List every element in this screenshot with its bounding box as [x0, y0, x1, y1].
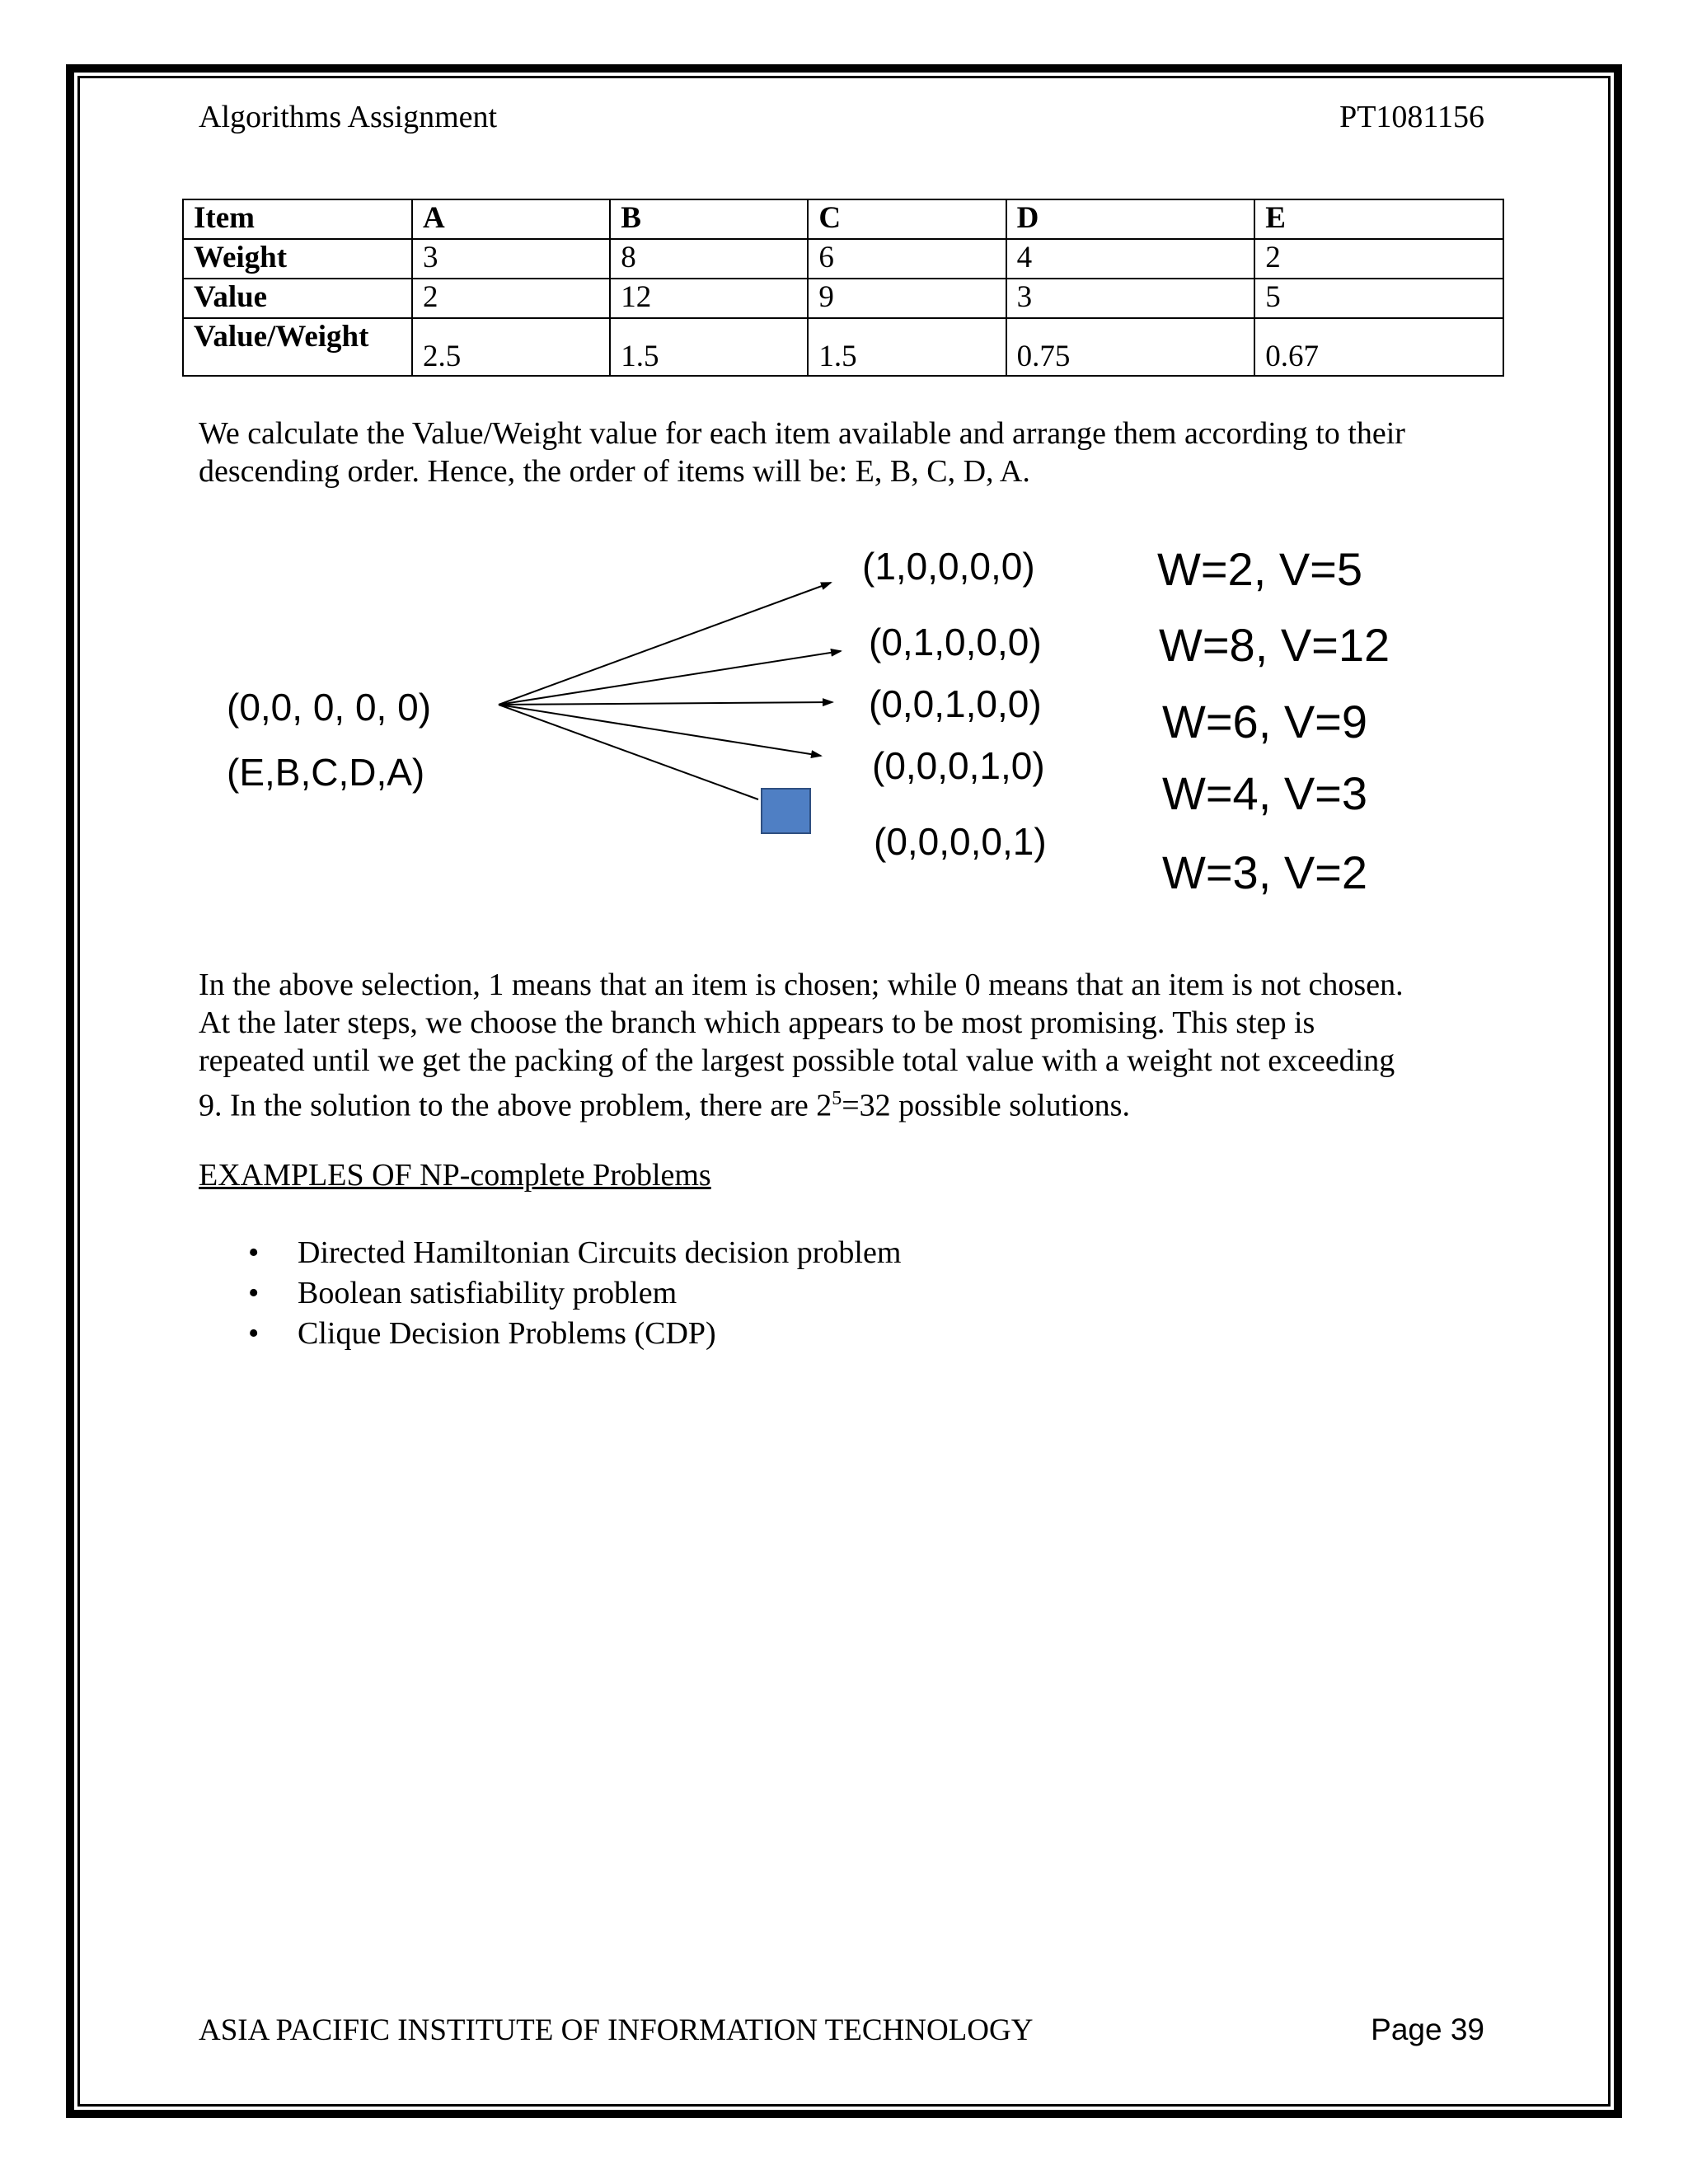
table-cell: 2 — [412, 279, 610, 318]
arrow-to-child-1 — [499, 583, 831, 705]
exponent: 5 — [832, 1088, 842, 1109]
row-label: Item — [183, 199, 412, 239]
arrow-to-child-2 — [499, 651, 841, 705]
list-item — [199, 1233, 901, 1273]
row-label: Value/Weight — [183, 318, 412, 376]
child-state: (0,0,0,1,0) — [872, 744, 1045, 787]
table-cell: 3 — [1006, 279, 1255, 318]
list-item — [199, 1273, 901, 1314]
table-cell: 3 — [412, 239, 610, 279]
table-cell: 8 — [610, 239, 808, 279]
row-label: Weight — [183, 239, 412, 279]
list-item-text: Directed Hamiltonian Circuits decision problem — [298, 1235, 902, 1270]
table-cell: 6 — [808, 239, 1006, 279]
table-cell: 5 — [1254, 279, 1503, 318]
child-state: (1,0,0,0,0) — [862, 545, 1035, 588]
table-cell: C — [808, 199, 1006, 239]
child-weight-value: W=2, V=5 — [1157, 543, 1363, 595]
arrow-to-child-5 — [499, 705, 758, 799]
bullet: • — [248, 1316, 260, 1351]
child-weight-value: W=8, V=12 — [1159, 619, 1390, 671]
footer-page-number: Page 39 — [1371, 2013, 1484, 2046]
root-order: (E,B,C,D,A) — [227, 751, 425, 794]
row-label: Value — [183, 279, 412, 318]
table-cell: 2.5 — [412, 318, 610, 376]
table-cell: 1.5 — [610, 318, 808, 376]
table-cell: E — [1254, 199, 1503, 239]
paragraph-line: In the above selection, 1 means that an item is chosen; while 0 means that an item is not chosen. — [199, 968, 1404, 1002]
child-weight-value: W=4, V=3 — [1162, 767, 1368, 819]
child-weight-value: W=3, V=2 — [1162, 846, 1368, 898]
section-title: EXAMPLES OF NP-complete Problems — [199, 1158, 711, 1193]
root-state: (0,0, 0, 0, 0) — [227, 686, 432, 729]
table-cell: 4 — [1006, 239, 1255, 279]
paragraph-line: At the later steps, we choose the branch which appears to be most promising. This step is — [199, 1005, 1315, 1040]
table-cell: 2 — [1254, 239, 1503, 279]
table-cell: A — [412, 199, 610, 239]
table-cell: 0.67 — [1254, 318, 1503, 376]
line-text: 9. In the solution to the above problem, there are 2 — [199, 1088, 832, 1123]
list-item — [199, 1314, 901, 1354]
table-cell: 9 — [808, 279, 1006, 318]
table-cell: 1.5 — [808, 318, 1006, 376]
paragraph-line — [199, 1080, 1489, 1125]
child-state: (0,0,1,0,0) — [869, 682, 1042, 725]
header-title: Algorithms Assignment — [199, 100, 498, 134]
arrow-to-child-4 — [499, 705, 821, 756]
table-cell: D — [1006, 199, 1255, 239]
bullet: • — [248, 1235, 260, 1270]
paragraph-line: descending order. Hence, the order of items will be: E, B, C, D, A. — [199, 454, 1030, 489]
paragraph-line: We calculate the Value/Weight value for each item available and arrange them according to their — [199, 416, 1405, 451]
table-cell: B — [610, 199, 808, 239]
footer-institute: ASIA PACIFIC INSTITUTE OF INFORMATION TECHNOLOGY — [199, 2013, 1034, 2047]
np-complete-list — [199, 1233, 901, 1354]
paragraph-line: repeated until we get the packing of the largest possible total value with a weight not exceeding — [199, 1043, 1395, 1078]
table-cell: 0.75 — [1006, 318, 1255, 376]
branch-diagram — [0, 0, 1688, 915]
list-item-text: Clique Decision Problems (CDP) — [298, 1316, 716, 1351]
arrow-to-child-3 — [499, 702, 832, 705]
child-state: (0,0,0,0,1) — [874, 820, 1047, 863]
child-weight-value: W=6, V=9 — [1162, 696, 1368, 748]
node-box — [762, 789, 810, 833]
child-state: (0,1,0,0,0) — [869, 621, 1042, 663]
header-student-id: PT1081156 — [1339, 100, 1484, 134]
line-text: =32 possible solutions. — [842, 1088, 1130, 1123]
list-item-text: Boolean satisfiability problem — [298, 1276, 678, 1310]
paragraph-selection — [199, 966, 1489, 1125]
table-cell: 12 — [610, 279, 808, 318]
bullet: • — [248, 1276, 260, 1310]
